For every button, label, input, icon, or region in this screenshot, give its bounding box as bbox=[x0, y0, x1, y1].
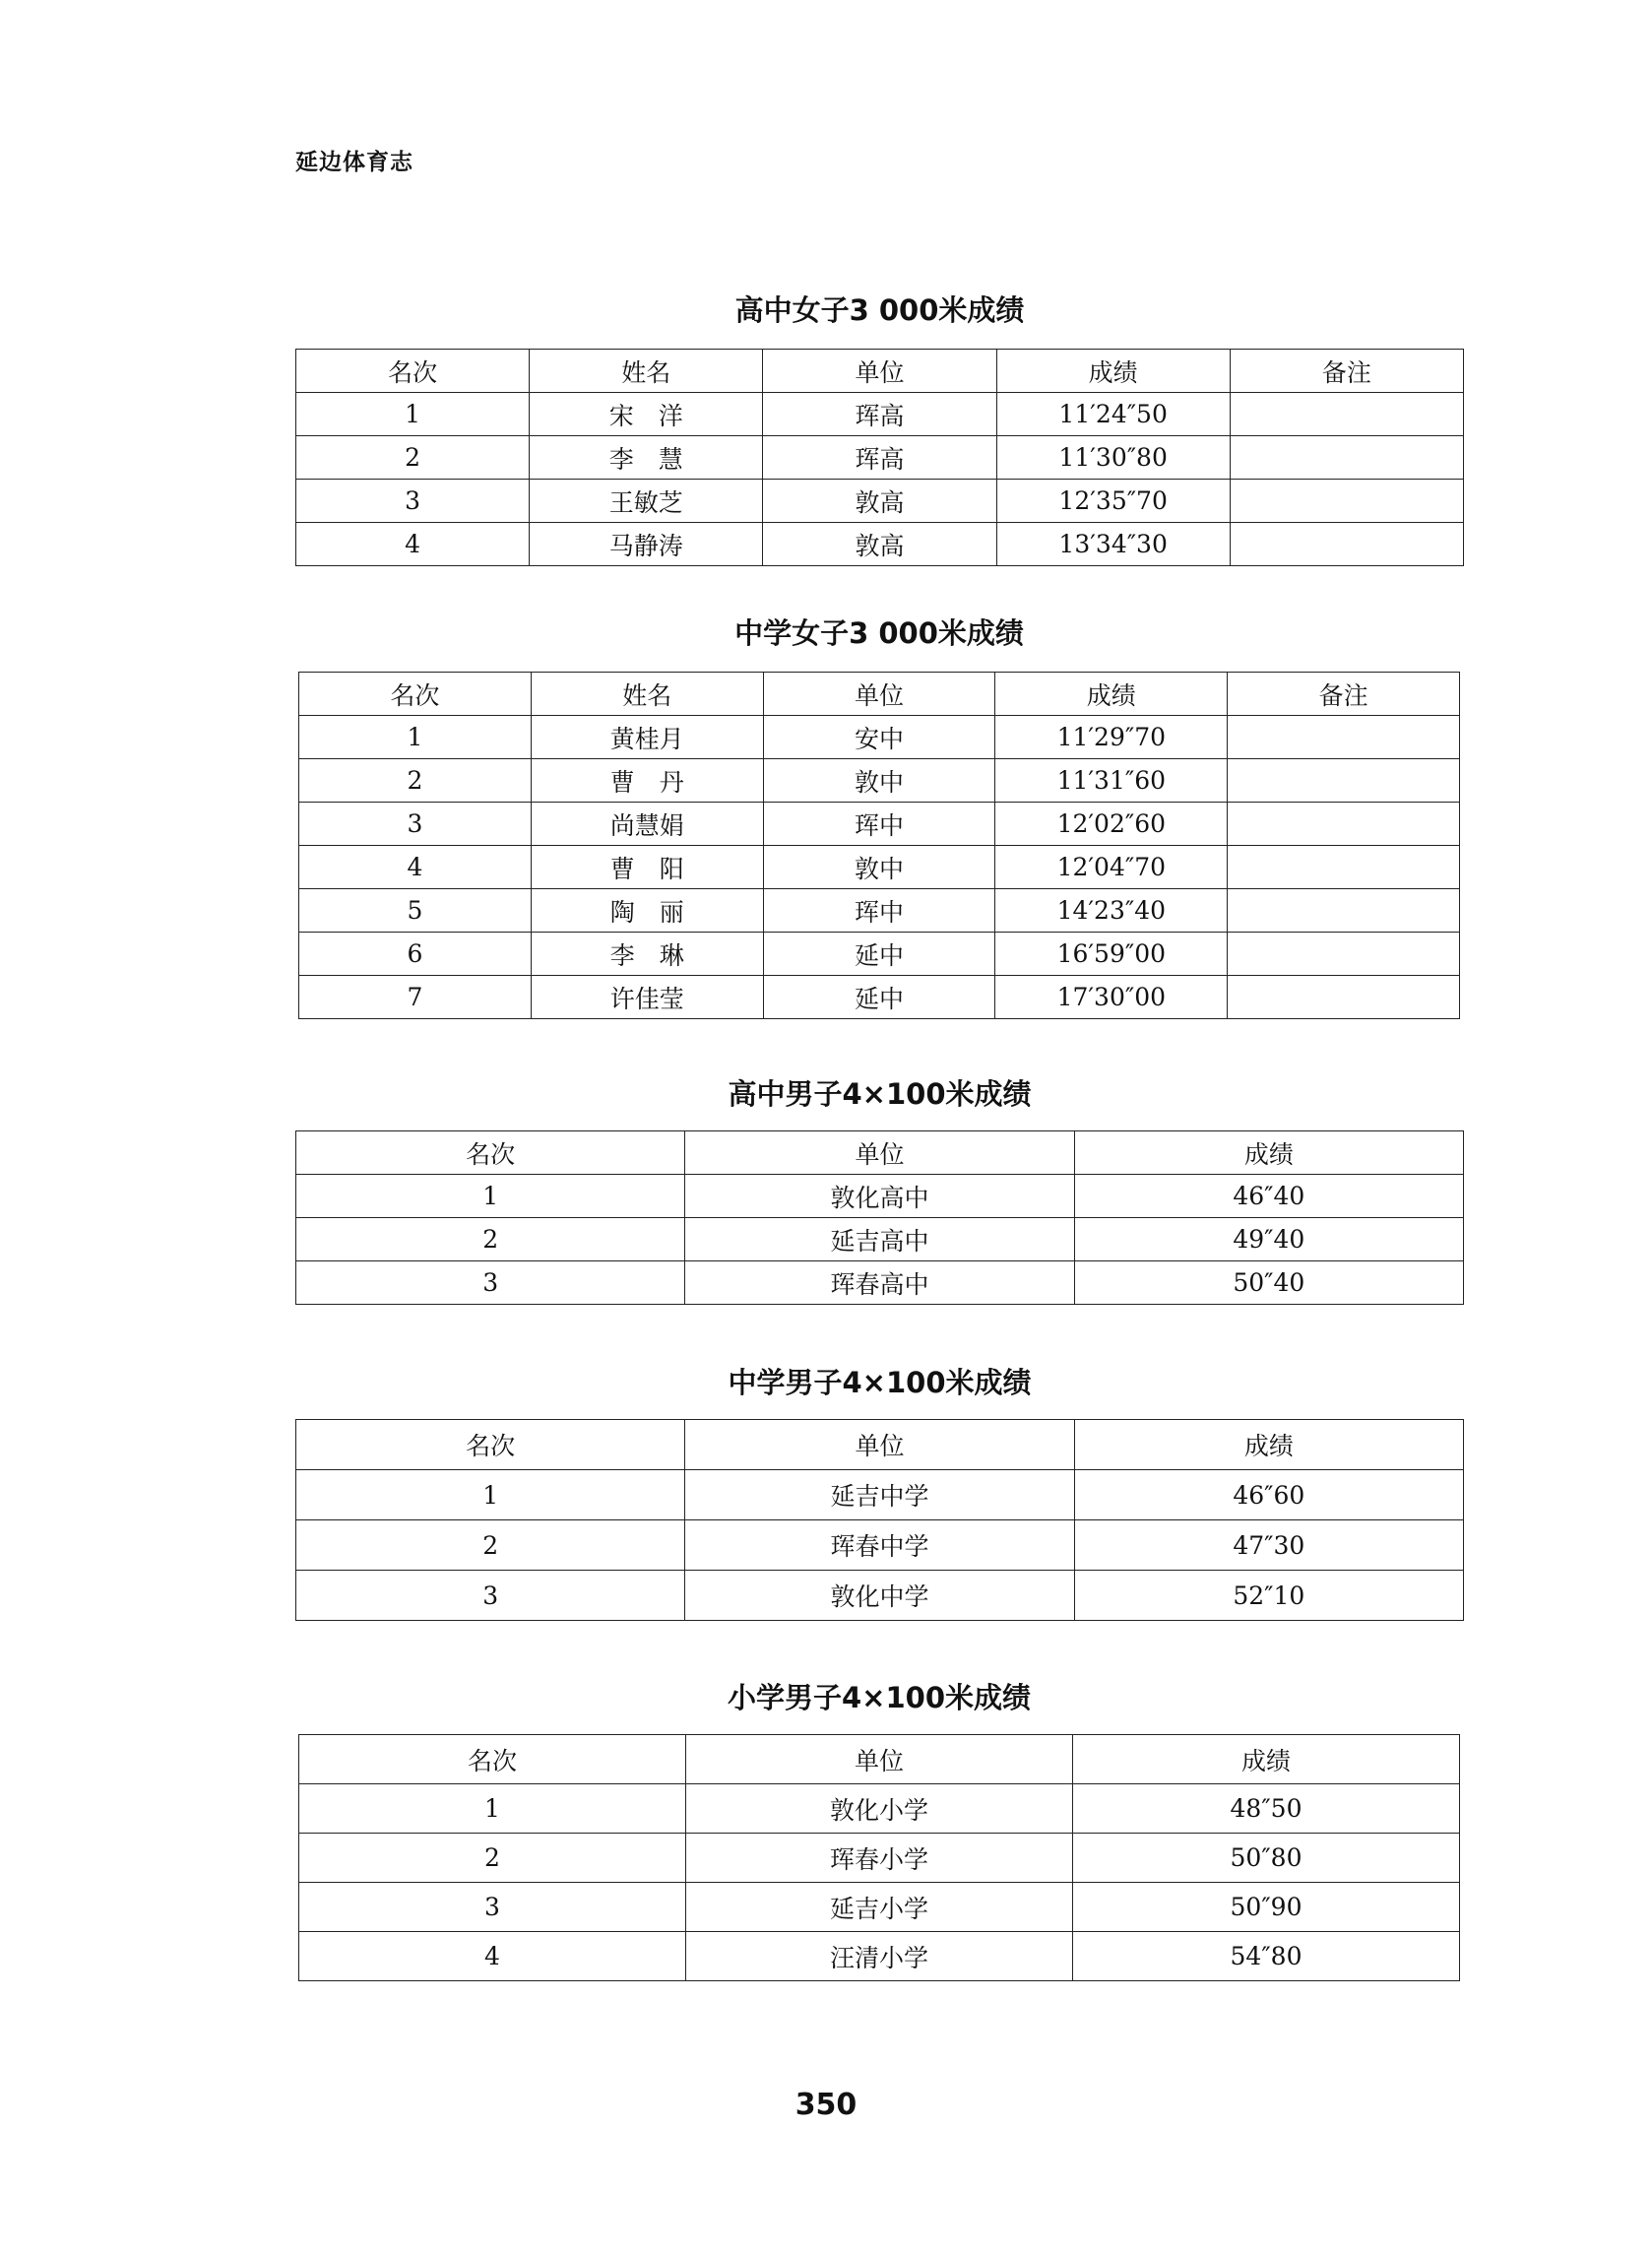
cell-remarks bbox=[1230, 480, 1463, 523]
table-row bbox=[296, 1218, 1464, 1261]
table-row bbox=[299, 846, 1460, 889]
table-title: 高中女子3 000米成绩 bbox=[734, 293, 1025, 327]
col-header-rank: 名次 bbox=[299, 673, 532, 716]
cell-result: 46″60 bbox=[1074, 1470, 1463, 1520]
cell-rank: 3 bbox=[296, 1571, 685, 1621]
cell-name: 李 琳 bbox=[531, 933, 763, 976]
cell-result: 46″40 bbox=[1074, 1175, 1463, 1218]
results-table bbox=[295, 1419, 1464, 1621]
cell-result: 50″90 bbox=[1073, 1883, 1460, 1932]
col-header-name: 姓名 bbox=[530, 350, 763, 393]
cell-rank: 4 bbox=[299, 846, 532, 889]
cell-unit: 敦化中学 bbox=[685, 1571, 1074, 1621]
col-header-remarks: 备注 bbox=[1228, 673, 1460, 716]
cell-result: 11′24″50 bbox=[996, 393, 1230, 436]
cell-rank: 7 bbox=[299, 976, 532, 1019]
cell-unit: 敦化高中 bbox=[685, 1175, 1074, 1218]
results-table bbox=[295, 1130, 1464, 1305]
col-header-unit: 单位 bbox=[686, 1735, 1073, 1784]
col-header-result: 成绩 bbox=[1074, 1131, 1463, 1175]
cell-unit: 珲中 bbox=[763, 889, 995, 933]
cell-rank: 1 bbox=[296, 1175, 685, 1218]
cell-rank: 4 bbox=[299, 1932, 686, 1981]
cell-rank: 6 bbox=[299, 933, 532, 976]
table-row bbox=[299, 716, 1460, 759]
cell-unit: 汪清小学 bbox=[686, 1932, 1073, 1981]
table-row bbox=[296, 1470, 1464, 1520]
col-header-result: 成绩 bbox=[996, 350, 1230, 393]
table-row bbox=[299, 976, 1460, 1019]
cell-unit: 敦化小学 bbox=[686, 1784, 1073, 1834]
table-row bbox=[296, 1571, 1464, 1621]
table-row bbox=[296, 1175, 1464, 1218]
col-header-rank: 名次 bbox=[296, 1420, 685, 1470]
cell-result: 16′59″00 bbox=[995, 933, 1228, 976]
cell-name: 马静涛 bbox=[530, 523, 763, 566]
cell-name: 曹 阳 bbox=[531, 846, 763, 889]
table-row bbox=[299, 1883, 1460, 1932]
table-row bbox=[296, 480, 1464, 523]
table-row bbox=[299, 933, 1460, 976]
cell-result: 52″10 bbox=[1074, 1571, 1463, 1621]
col-header-result: 成绩 bbox=[995, 673, 1228, 716]
table-row bbox=[299, 1784, 1460, 1834]
cell-result: 12′35″70 bbox=[996, 480, 1230, 523]
cell-unit: 珲高 bbox=[763, 436, 996, 480]
table-row bbox=[299, 1932, 1460, 1981]
col-header-name: 姓名 bbox=[531, 673, 763, 716]
table-title: 小学男子4×100米成绩 bbox=[727, 1681, 1031, 1714]
col-header-unit: 单位 bbox=[685, 1131, 1074, 1175]
table-header-row bbox=[296, 1131, 1464, 1175]
table-title: 中学男子4×100米成绩 bbox=[728, 1366, 1032, 1399]
col-header-unit: 单位 bbox=[763, 350, 996, 393]
table-row bbox=[296, 1261, 1464, 1305]
col-header-rank: 名次 bbox=[296, 350, 530, 393]
cell-result: 13′34″30 bbox=[996, 523, 1230, 566]
cell-rank: 3 bbox=[299, 803, 532, 846]
cell-rank: 2 bbox=[296, 1520, 685, 1571]
cell-rank: 4 bbox=[296, 523, 530, 566]
cell-unit: 延中 bbox=[763, 976, 995, 1019]
table-row bbox=[299, 1834, 1460, 1883]
cell-name: 曹 丹 bbox=[531, 759, 763, 803]
results-table bbox=[298, 672, 1460, 1019]
table-title: 高中男子4×100米成绩 bbox=[728, 1077, 1032, 1111]
cell-unit: 珲春高中 bbox=[685, 1261, 1074, 1305]
cell-remarks bbox=[1228, 803, 1460, 846]
cell-result: 50″80 bbox=[1073, 1834, 1460, 1883]
cell-name: 黄桂月 bbox=[531, 716, 763, 759]
cell-rank: 3 bbox=[296, 480, 530, 523]
cell-unit: 安中 bbox=[763, 716, 995, 759]
col-header-unit: 单位 bbox=[763, 673, 995, 716]
cell-remarks bbox=[1230, 393, 1463, 436]
cell-rank: 3 bbox=[299, 1883, 686, 1932]
cell-name: 尚慧娟 bbox=[531, 803, 763, 846]
table-header-row bbox=[296, 350, 1464, 393]
cell-result: 12′04″70 bbox=[995, 846, 1228, 889]
col-header-result: 成绩 bbox=[1073, 1735, 1460, 1784]
cell-rank: 1 bbox=[296, 1470, 685, 1520]
table-header-row bbox=[296, 1420, 1464, 1470]
table-row bbox=[296, 523, 1464, 566]
col-header-rank: 名次 bbox=[296, 1131, 685, 1175]
cell-rank: 3 bbox=[296, 1261, 685, 1305]
cell-result: 50″40 bbox=[1074, 1261, 1463, 1305]
cell-result: 11′29″70 bbox=[995, 716, 1228, 759]
cell-unit: 珲春小学 bbox=[686, 1834, 1073, 1883]
cell-unit: 敦高 bbox=[763, 523, 996, 566]
cell-remarks bbox=[1228, 976, 1460, 1019]
cell-name: 李 慧 bbox=[530, 436, 763, 480]
cell-remarks bbox=[1228, 889, 1460, 933]
cell-name: 许佳莹 bbox=[531, 976, 763, 1019]
cell-result: 17′30″00 bbox=[995, 976, 1228, 1019]
cell-unit: 延中 bbox=[763, 933, 995, 976]
cell-remarks bbox=[1228, 759, 1460, 803]
table-title: 中学女子3 000米成绩 bbox=[734, 616, 1024, 650]
page-number: 350 bbox=[794, 2088, 858, 2122]
cell-name: 宋 洋 bbox=[530, 393, 763, 436]
table-row bbox=[299, 803, 1460, 846]
cell-name: 王敏芝 bbox=[530, 480, 763, 523]
cell-rank: 1 bbox=[299, 1784, 686, 1834]
cell-result: 54″80 bbox=[1073, 1932, 1460, 1981]
col-header-unit: 单位 bbox=[685, 1420, 1074, 1470]
cell-result: 47″30 bbox=[1074, 1520, 1463, 1571]
table-header-row bbox=[299, 1735, 1460, 1784]
col-header-result: 成绩 bbox=[1074, 1420, 1463, 1470]
cell-remarks bbox=[1228, 933, 1460, 976]
cell-result: 49″40 bbox=[1074, 1218, 1463, 1261]
cell-rank: 1 bbox=[296, 393, 530, 436]
cell-rank: 2 bbox=[296, 436, 530, 480]
cell-unit: 敦高 bbox=[763, 480, 996, 523]
table-row bbox=[299, 759, 1460, 803]
cell-result: 12′02″60 bbox=[995, 803, 1228, 846]
cell-rank: 2 bbox=[296, 1218, 685, 1261]
cell-unit: 敦中 bbox=[763, 846, 995, 889]
cell-unit: 珲春中学 bbox=[685, 1520, 1074, 1571]
cell-unit: 珲中 bbox=[763, 803, 995, 846]
results-table bbox=[295, 349, 1464, 566]
table-row bbox=[296, 393, 1464, 436]
col-header-rank: 名次 bbox=[299, 1735, 686, 1784]
table-row bbox=[299, 889, 1460, 933]
table-row bbox=[296, 436, 1464, 480]
cell-unit: 敦中 bbox=[763, 759, 995, 803]
cell-rank: 2 bbox=[299, 1834, 686, 1883]
cell-result: 14′23″40 bbox=[995, 889, 1228, 933]
cell-result: 48″50 bbox=[1073, 1784, 1460, 1834]
cell-unit: 延吉中学 bbox=[685, 1470, 1074, 1520]
cell-name: 陶 丽 bbox=[531, 889, 763, 933]
running-head-book-title: 延边体育志 bbox=[295, 150, 413, 175]
cell-result: 11′30″80 bbox=[996, 436, 1230, 480]
col-header-remarks: 备注 bbox=[1230, 350, 1463, 393]
cell-remarks bbox=[1228, 846, 1460, 889]
cell-unit: 延吉高中 bbox=[685, 1218, 1074, 1261]
cell-rank: 2 bbox=[299, 759, 532, 803]
cell-rank: 5 bbox=[299, 889, 532, 933]
cell-remarks bbox=[1230, 523, 1463, 566]
cell-remarks bbox=[1228, 716, 1460, 759]
cell-remarks bbox=[1230, 436, 1463, 480]
cell-rank: 1 bbox=[299, 716, 532, 759]
cell-result: 11′31″60 bbox=[995, 759, 1228, 803]
table-header-row bbox=[299, 673, 1460, 716]
table-row bbox=[296, 1520, 1464, 1571]
results-table bbox=[298, 1734, 1460, 1981]
cell-unit: 珲高 bbox=[763, 393, 996, 436]
cell-unit: 延吉小学 bbox=[686, 1883, 1073, 1932]
